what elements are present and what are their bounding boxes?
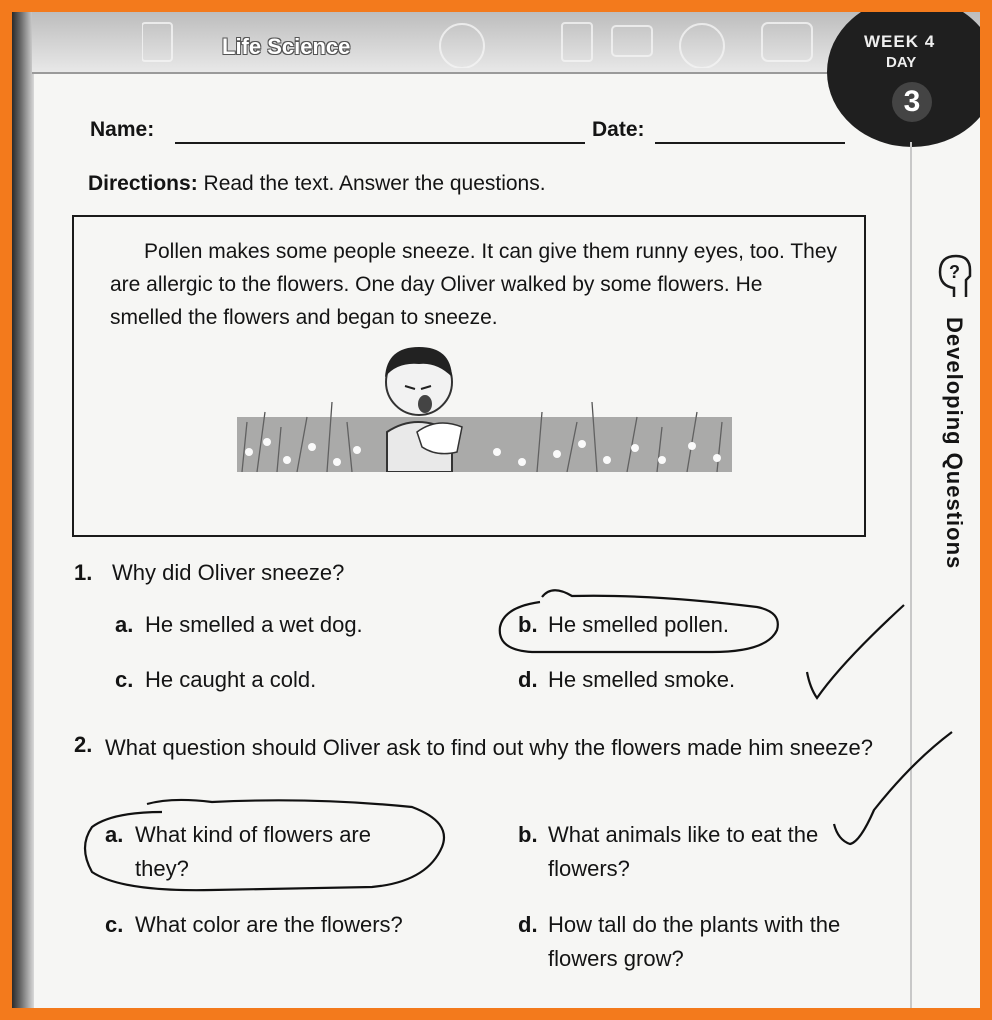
q1-option-d[interactable]: d. He smelled smoke. xyxy=(518,667,736,692)
q2-option-a[interactable]: a. What kind of flowers are they? xyxy=(105,822,371,881)
week-label: WEEK 4 xyxy=(864,32,936,51)
developing-questions-label: Developing Questions xyxy=(942,317,967,570)
q2-option-d[interactable]: d. How tall do the plants with the flowers grow? xyxy=(518,912,841,971)
day-label: DAY xyxy=(886,54,917,71)
directions-label: Directions: xyxy=(88,172,198,195)
q1-check-mark xyxy=(807,605,904,698)
q2-check-mark xyxy=(834,732,952,844)
question-2-text: What question should Oliver ask to find out why the flowers made him sneeze? xyxy=(105,735,873,760)
passage-text: Pollen makes some people sneeze. It can give them runny eyes, too. They are allergic to the flowers. One day Oliver walked by some flowers. He smelled the flowers and began to sneeze. xyxy=(110,240,837,329)
date-label: Date: xyxy=(592,118,645,141)
question-1-text: Why did Oliver sneeze? xyxy=(112,560,345,585)
question-1-number: 1. xyxy=(74,560,93,585)
svg-text:?: ? xyxy=(949,262,960,282)
q2-option-c[interactable]: c. What color are the flowers? xyxy=(105,912,403,937)
question-2-number: 2. xyxy=(74,732,93,757)
q1-answer-circle xyxy=(500,590,778,652)
q2-option-b[interactable]: b. What animals like to eat the flowers? xyxy=(518,822,819,881)
handwritten-marks xyxy=(12,12,980,1008)
directions-text: Read the text. Answer the questions. xyxy=(203,172,546,195)
q1-option-b[interactable]: b. He smelled pollen. xyxy=(518,612,729,637)
name-label: Name: xyxy=(90,118,155,141)
q1-option-c[interactable]: c. He caught a cold. xyxy=(115,667,317,692)
subject-title: Life Science xyxy=(222,34,351,59)
q1-option-a[interactable]: a. He smelled a wet dog. xyxy=(115,612,363,637)
worksheet xyxy=(12,12,980,1008)
day-number: 3 xyxy=(892,82,932,122)
q2-answer-circle xyxy=(85,800,444,890)
